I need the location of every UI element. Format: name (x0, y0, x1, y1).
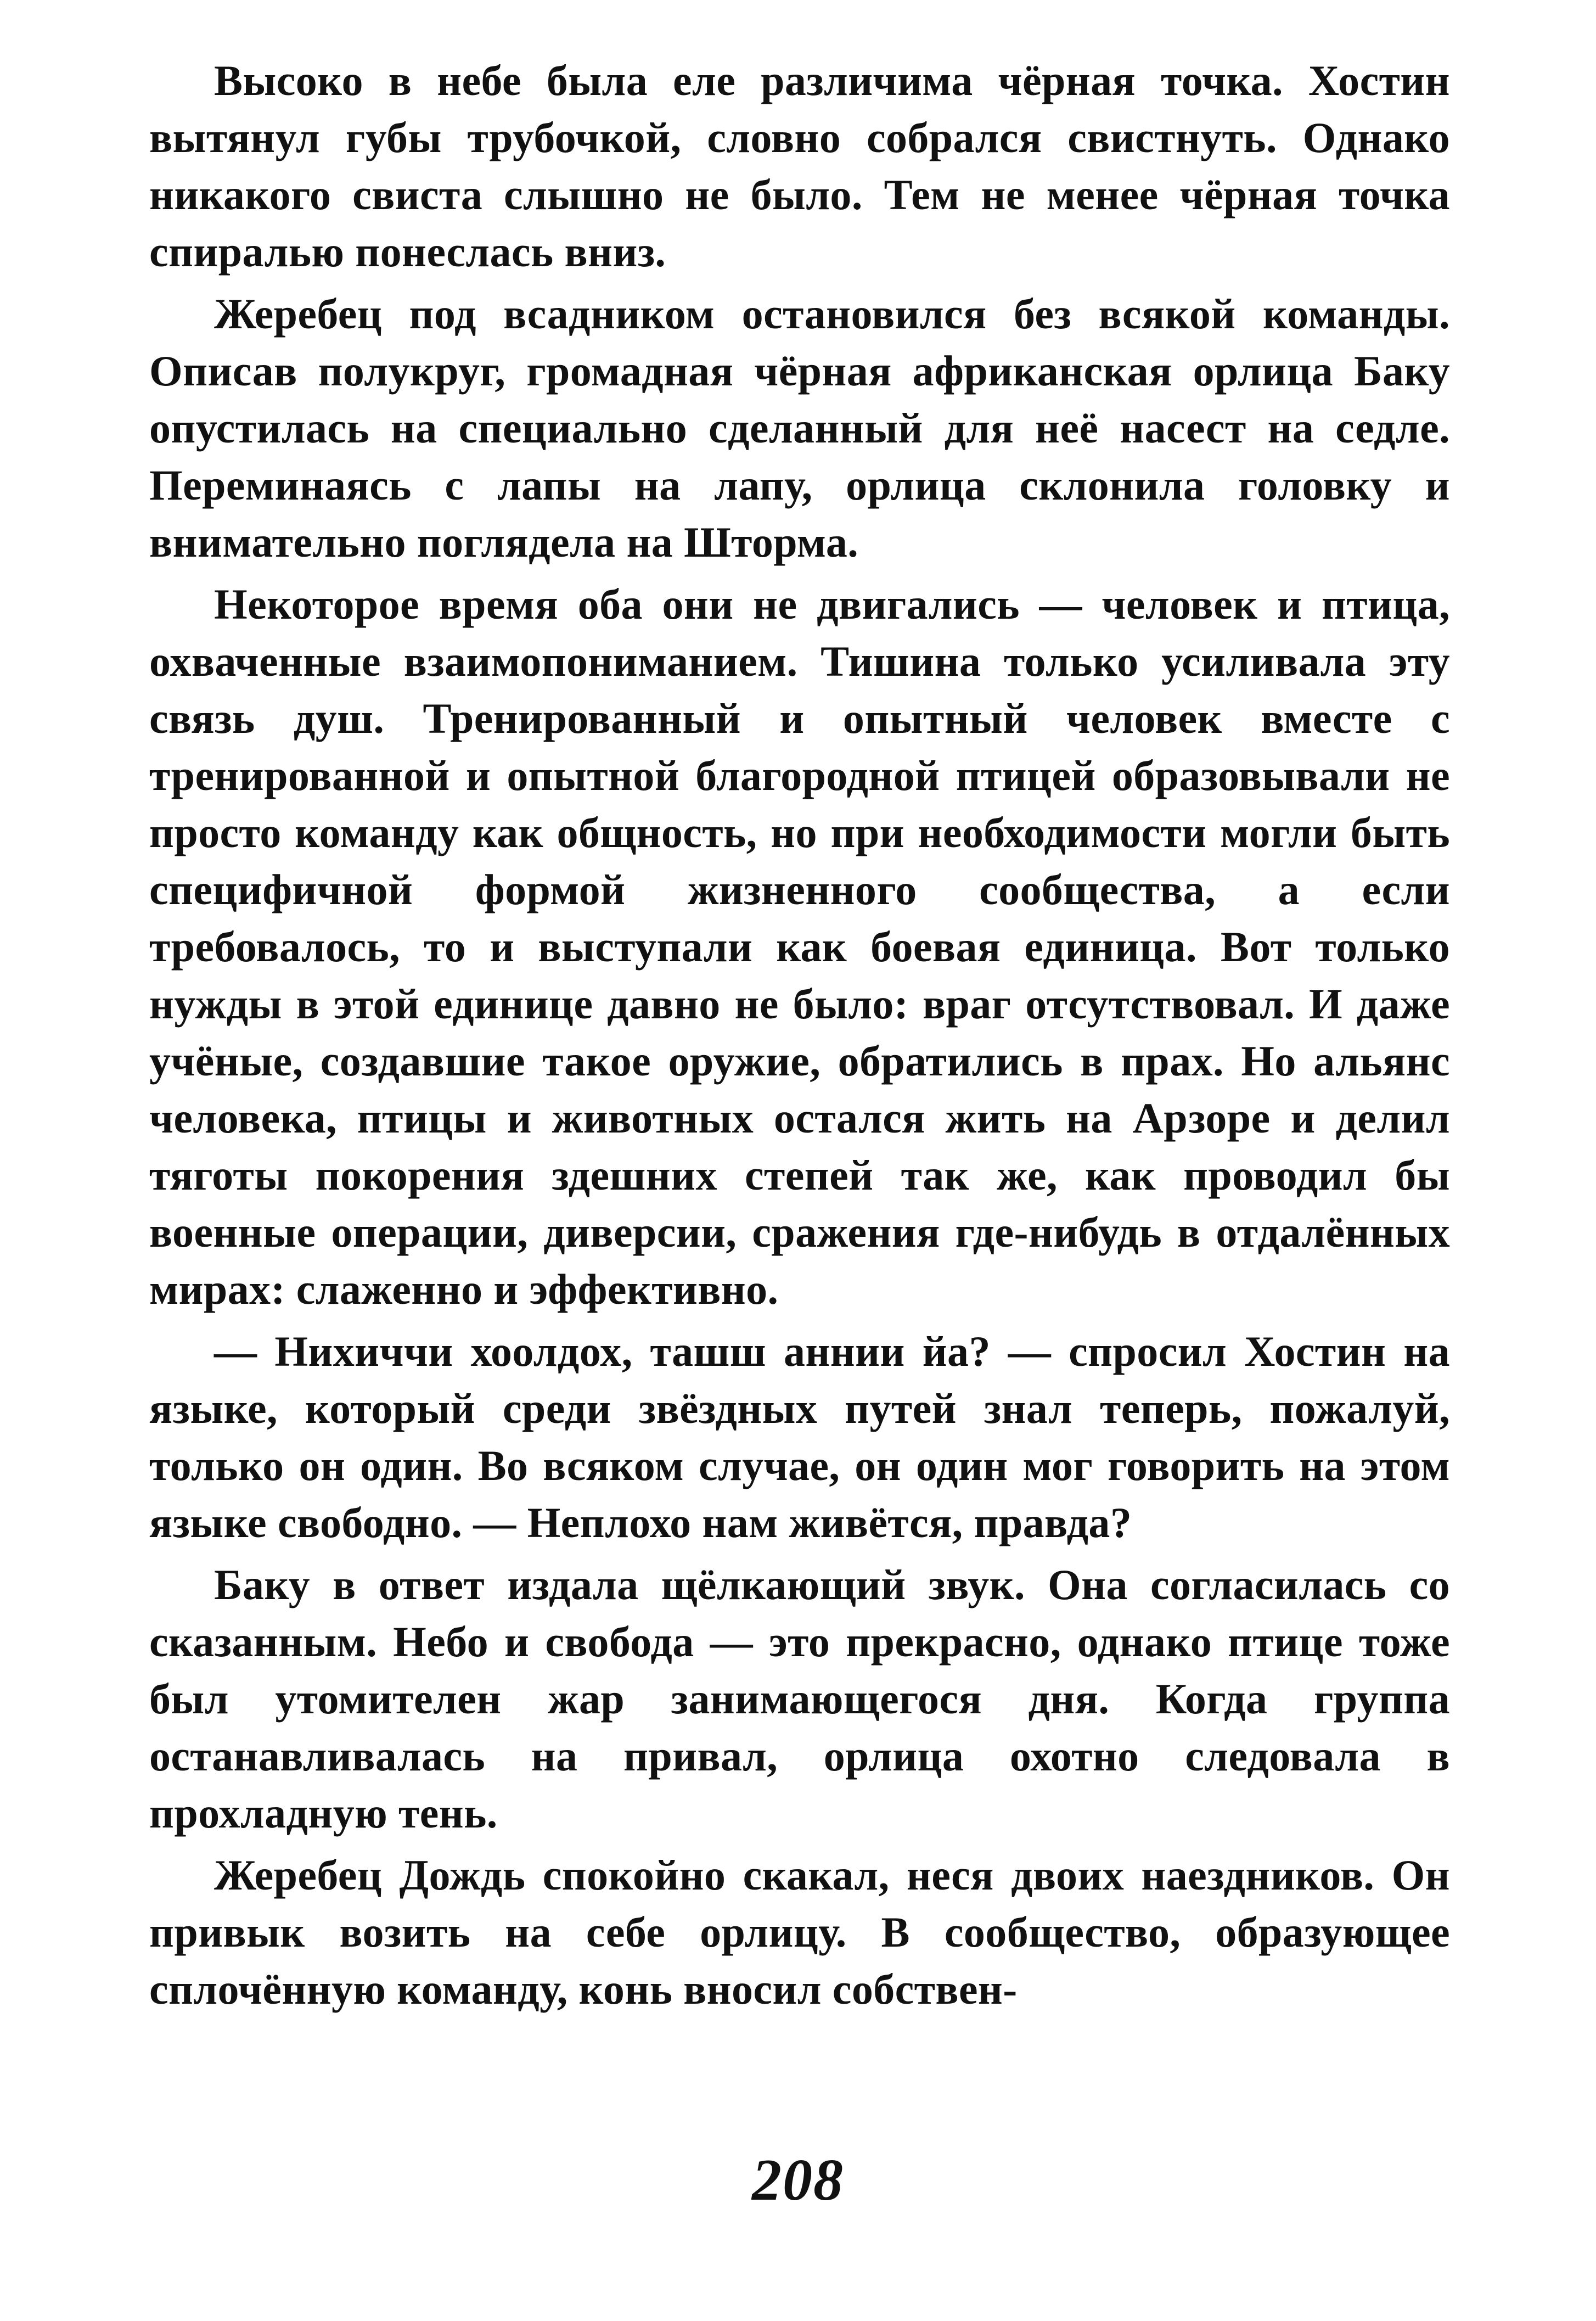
paragraph-1: Высоко в небе была еле различима чёрная точка. Хостин вытянул губы трубочкой, словно собрался свистнуть. Однако никакого свиста слышно не было. Тем не менее чёрная точка спиралью понеслась вниз. (149, 57, 1450, 276)
paragraph-6: Жеребец Дождь спокойно скакал, неся двоих наездников. Он привык возить на себе орлицу. В сообщество, образующее сплочённую команду, конь вносил собствен- (149, 1851, 1450, 2013)
paragraph-2: Жеребец под всадником остановился без всякой команды. Описав полукруг, громадная чёрная африканская орлица Баку опустилась на специально сделанный для неё насест на седле. Переминаясь с лапы на лапу, орлица склонила головку и внимательно поглядела на Шторма. (149, 290, 1450, 566)
paragraph-4: — Нихиччи хоолдох, ташш аннии йа? — спросил Хостин на языке, который среди звёздных путей знал теперь, пожалуй, только он один. Во всяком случае, он один мог говорить на этом языке свободно. — Неплохо нам живётся, правда? (149, 1327, 1450, 1546)
book-page-text (149, 52, 1450, 2023)
page-number: 208 (752, 2148, 844, 2213)
paragraph-5: Баку в ответ издала щёлкающий звук. Она согласилась со сказанным. Небо и свобода — это прекрасно, однако птице тоже был утомителен жар занимающегося дня. Когда группа останавливалась на привал, орлица охотно следовала в прохладную тень. (149, 1561, 1450, 1837)
paragraph-3: Некоторое время оба они не двигались — человек и птица, охваченные взаимопониманием. Тишина только усиливала эту связь душ. Тренированный и опытный человек вместе с тренированной и опытной благородной птицей образовывали не просто команду как общность, но при необходимости могли быть специфичной формой жизненного сообщества, а если требовалось, то и выступали как боевая единица. Вот только нужды в этой единице давно не было: враг отсутствовал. И даже учёные, создавшие такое оружие, обратились в прах. Но альянс человека, птицы и животных остался жить на Арзоре и делил тяготы покорения здешних степей так же, как проводил бы военные операции, диверсии, сражения где-нибудь в отдалённых мирах: слаженно и эффективно. (149, 580, 1450, 1313)
